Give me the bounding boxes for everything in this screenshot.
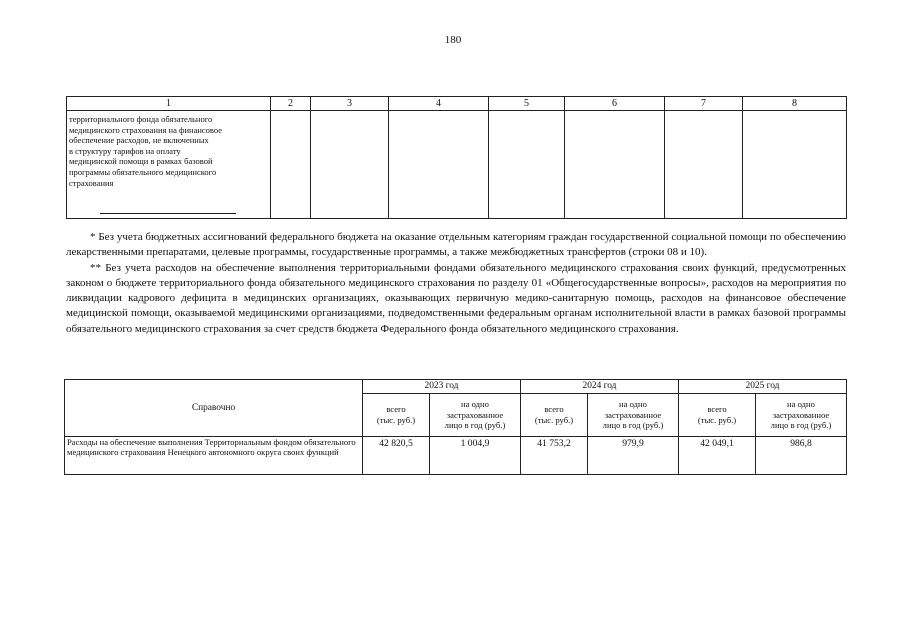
per-person-header: на одно застрахованное лицо в год (руб.) [430,394,521,437]
column-number: 7 [665,97,743,111]
table-row [67,111,847,219]
value-2025-per-person: 986,8 [756,437,847,475]
table-cell [665,111,743,219]
continuation-table [66,96,847,219]
total-header: всего (тыс. руб.) [363,394,430,437]
year-header-row [65,380,847,394]
value-2023-per-person: 1 004,9 [430,437,521,475]
column-number: 1 [67,97,271,111]
footnote-2: ** Без учета расходов на обеспечение выполнения территориальными фондами обязательного медицинского страхования своих функций, предусмотренных законом о бюджете территориального фонда обязательного медицинского страхования по разделу 01 «Общегосударственные вопросы», расходов на мероприятия по ликвидации кадрового дефицита в медицинских организациях, оказывающих первичную медико-санитарную помощь, расходов на финансовое обеспечение медицинской помощи, оказываемой медицинскими организациями, подведомственными федеральным органам исполнительной власти в рамках базовой программы обязательного медицинского страхования за счет средств бюджета Федерального фонда обязательного медицинского страхования. [66,261,846,335]
total-header: всего (тыс. руб.) [521,394,588,437]
footnote-1: * Без учета бюджетных ассигнований федерального бюджета на оказание отдельным категориям граждан государственной социальной помощи по обеспечению лекарственными препаратами, целевые программы, государственные программы, а также межбюджетных трансфертов (строки 08 и 10). [66,231,846,259]
value-2023-total: 42 820,5 [363,437,430,475]
column-number: 3 [311,97,389,111]
total-header: всего (тыс. руб.) [679,394,756,437]
year-header-2024: 2024 год [521,380,679,394]
column-number: 4 [389,97,489,111]
column-number: 8 [743,97,847,111]
table-cell [743,111,847,219]
per-person-header: на одно застрахованное лицо в год (руб.) [756,394,847,437]
reference-table [64,379,847,475]
value-2025-total: 42 049,1 [679,437,756,475]
year-header-2023: 2023 год [363,380,521,394]
year-header-2025: 2025 год [679,380,847,394]
footnote-divider [100,213,236,214]
row-label: Расходы на обеспечение выполнения Территориальным фондом обязательного медицинского страхования Ненецкого автономного округа своих функций [65,437,363,475]
column-number: 5 [489,97,565,111]
table-cell [271,111,311,219]
row-label: территориального фонда обязательного медицинского страхования на финансовое обеспечение расходов, не включенных в структуру тарифов на оплату медицинской помощи в рамках базовой программы обязательного медицинского страхования [67,111,271,219]
value-2024-per-person: 979,9 [588,437,679,475]
value-2024-total: 41 753,2 [521,437,588,475]
footnotes [66,230,846,337]
column-number: 2 [271,97,311,111]
table-header-row [67,97,847,111]
table-row [65,437,847,475]
table-cell [565,111,665,219]
per-person-header: на одно застрахованное лицо в год (руб.) [588,394,679,437]
reference-title: Справочно [65,380,363,437]
table-cell [489,111,565,219]
page-number: 180 [444,34,462,46]
table-cell [389,111,489,219]
table-cell [311,111,389,219]
column-number: 6 [565,97,665,111]
